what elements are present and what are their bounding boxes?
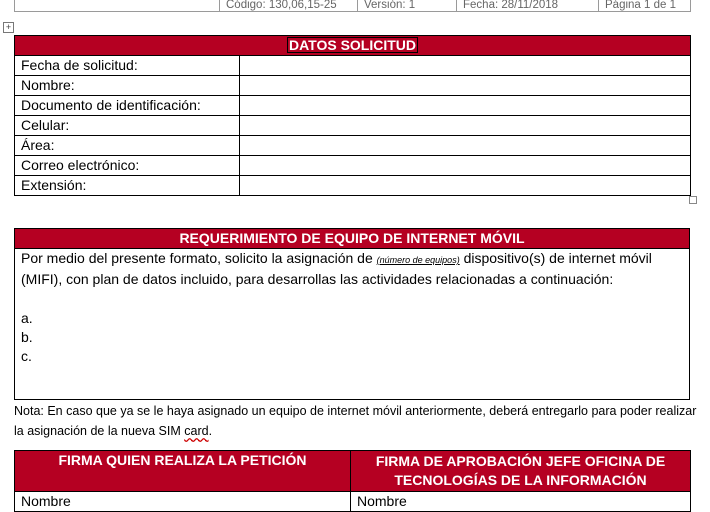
datos-solicitud-table	[14, 35, 691, 196]
field-label: Extensión:	[15, 176, 240, 196]
requerimiento-text-before: Por medio del presente formato, solicito la asignación de	[21, 250, 377, 266]
field-value-correo[interactable]	[240, 156, 691, 176]
note-card-word: card	[184, 424, 209, 438]
field-label: Nombre:	[15, 76, 240, 96]
list-item: c.	[21, 348, 32, 364]
header-code: Código: 130,06,15-25	[220, 0, 358, 12]
header-version: Versión: 1	[358, 0, 457, 12]
document-header	[14, 0, 691, 12]
list-item: a.	[21, 310, 33, 326]
field-label: Documento de identificación:	[15, 96, 240, 116]
field-value-fecha[interactable]	[240, 56, 691, 76]
table-resize-handle-icon[interactable]	[689, 196, 697, 204]
note-body: Nota: En caso que ya se le haya asignado un equipo de internet móvil anteriormente, deberá entregarlo para poder realizar la asignación de la nueva SIM	[14, 404, 697, 438]
requerimiento-title: REQUERIMIENTO DE EQUIPO DE INTERNET MÓVIL	[15, 229, 690, 249]
field-value-nombre[interactable]	[240, 76, 691, 96]
header-blank	[15, 0, 220, 12]
datos-solicitud-title-cell	[15, 36, 691, 56]
firma-aprobacion-title: FIRMA DE APROBACIÓN JEFE OFICINA DE TECNOLOGÍAS DE LA INFORMACIÓN	[351, 451, 691, 492]
firma-aprobacion-nombre[interactable]: Nombre	[351, 492, 691, 512]
field-label: Fecha de solicitud:	[15, 56, 240, 76]
field-label: Área:	[15, 136, 240, 156]
field-label: Celular:	[15, 116, 240, 136]
note-end: .	[208, 424, 213, 438]
note-text	[14, 401, 704, 441]
requerimiento-text-after: dispositivo(s) de internet móvil (MIFI), con plan de datos incluido, para desarrollas las actividades relacionadas a continuación:	[21, 250, 652, 287]
list-item: b.	[21, 329, 33, 345]
header-date: Fecha: 28/11/2018	[457, 0, 599, 12]
numero-equipos-placeholder[interactable]: (número de equipos)	[376, 255, 460, 265]
field-label: Correo electrónico:	[15, 156, 240, 176]
datos-solicitud-title: DATOS SOLICITUD	[288, 37, 417, 53]
firma-peticion-nombre[interactable]: Nombre	[15, 492, 351, 512]
field-value-celular[interactable]	[240, 116, 691, 136]
header-page: Página 1 de 1	[599, 0, 691, 12]
firma-peticion-title: FIRMA QUIEN REALIZA LA PETICIÓN	[15, 451, 351, 492]
requerimiento-body[interactable]	[15, 249, 690, 400]
field-value-documento[interactable]	[240, 96, 691, 116]
field-value-area[interactable]	[240, 136, 691, 156]
table-move-handle-icon[interactable]: +	[3, 22, 14, 33]
field-value-extension[interactable]	[240, 176, 691, 196]
firmas-table	[14, 450, 691, 512]
requerimiento-table	[14, 228, 690, 400]
